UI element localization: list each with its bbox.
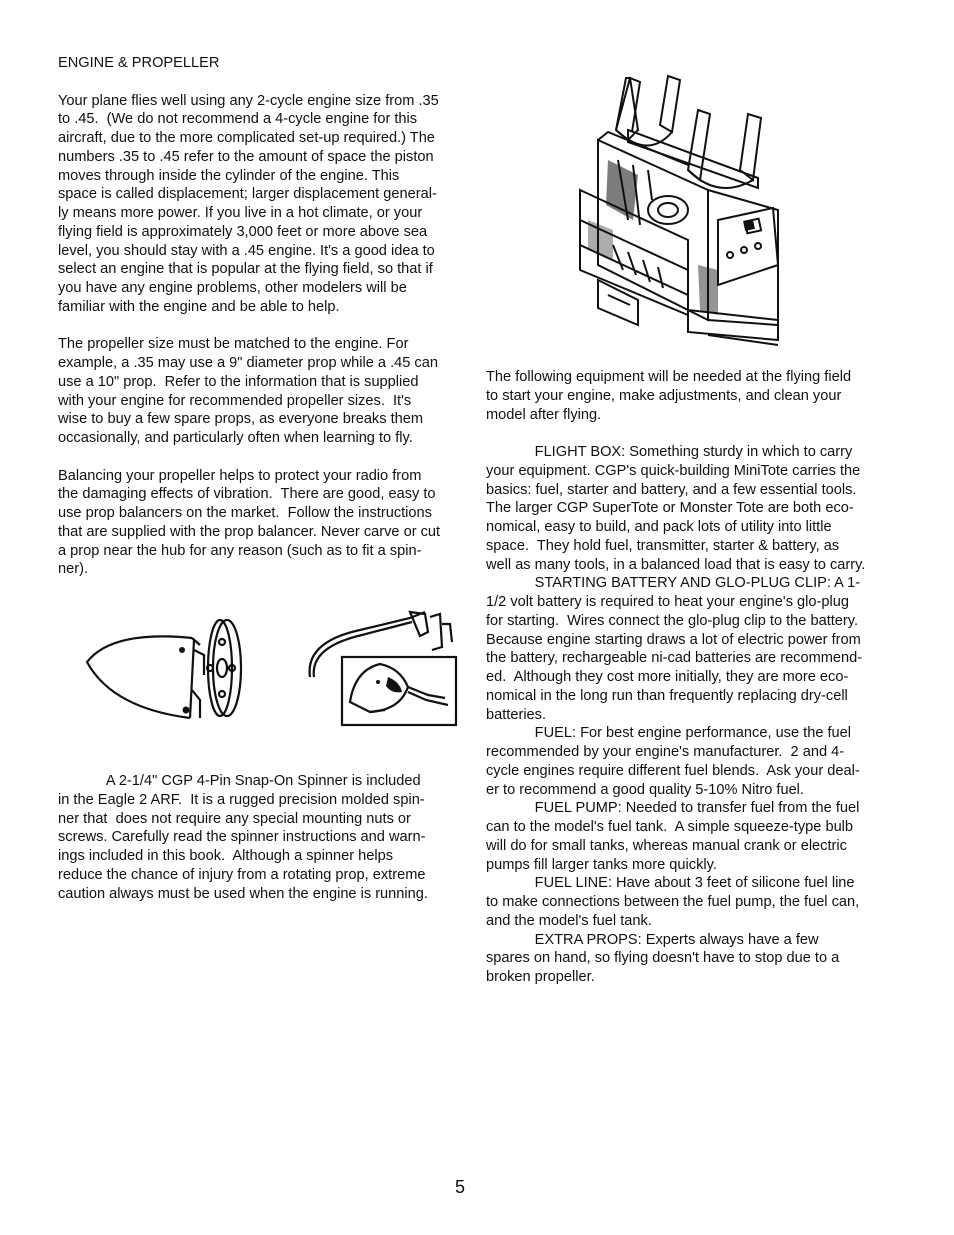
text-line: The following equipment will be needed at the flying field	[486, 369, 852, 385]
text-line: use prop balancers on the market. Follow the instructions	[58, 505, 432, 521]
text-line: numbers .35 to .45 refer to the amount of space the piston	[58, 148, 434, 165]
text-line: ed. Although they cost more initially, they are more eco-	[486, 669, 849, 685]
text-line: occasionally, and particularly often when learning to fly.	[58, 430, 413, 446]
text-line: FUEL LINE: Have about 3 feet of silicone fuel line	[486, 875, 855, 892]
text-line: familiar with the engine and be able to help.	[58, 298, 340, 315]
text-line: pumps fill larger tanks more quickly.	[486, 856, 717, 873]
text-line: spares on hand, so flying doesn't have to stop due to a	[486, 950, 840, 967]
text-line: batteries.	[486, 706, 547, 723]
text-line: in the Eagle 2 ARF. It is a rugged precision molded spin-	[58, 791, 425, 808]
text-line: level, you should stay with a .45 engine. It's a good idea to	[58, 242, 435, 259]
text-line: broken propeller.	[486, 969, 595, 985]
text-line: ner that does not require any special mounting nuts or	[58, 810, 411, 827]
text-line: Balancing your propeller helps to protect your radio from	[58, 467, 422, 484]
text-line: use a 10" prop. Refer to the information that is supplied	[58, 373, 419, 390]
page-number: 5	[455, 1177, 466, 1197]
text-line: to .45. (We do not recommend a 4-cycle engine for this	[58, 111, 418, 128]
text-line: space is called displacement; larger displacement general-	[58, 186, 437, 203]
text-line: your equipment. CGP's quick-building MiniTote carries the	[486, 462, 861, 479]
text-line: 1/2 volt battery is required to heat your engine's glo-plug	[486, 594, 849, 610]
text-line: to start your engine, make adjustments, and clean your	[486, 387, 842, 404]
text-line: FLIGHT BOX: Something sturdy in which to carry	[486, 444, 853, 460]
text-line: FUEL PUMP: Needed to transfer fuel from the fuel	[486, 800, 860, 817]
text-line: you have any engine problems, other modelers will be	[58, 280, 407, 296]
text-line: reduce the chance of injury from a rotating prop, extreme	[58, 866, 426, 883]
text-line: basics: fuel, starter and battery, and a few essential tools.	[486, 481, 857, 498]
text-line: ly means more power. If you live in a hot climate, or your	[58, 205, 423, 221]
text-line: ings included in this book. Although a spinner helps	[58, 848, 394, 864]
left-paragraphs	[58, 92, 478, 580]
text-line: for starting. Wires connect the glo-plug clip to the battery.	[486, 612, 859, 629]
left-column	[58, 54, 478, 579]
text-line: cycle engines require different fuel blends. Ask your deal-	[486, 762, 860, 779]
text-line: moves through inside the cylinder of the engine. This	[58, 167, 400, 184]
text-line: Your plane flies well using any 2-cycle engine size from .35	[58, 92, 439, 109]
text-line: The propeller size must be matched to the engine. For	[58, 336, 409, 353]
right-column	[486, 368, 906, 987]
text-line: The larger CGP SuperTote or Monster Tote are both eco-	[486, 500, 854, 517]
text-line: select an engine that is popular at the flying field, so that if	[58, 261, 433, 278]
text-line: example, a .35 may use a 9" diameter prop while a .45 can	[58, 355, 438, 371]
text-line: FUEL: For best engine performance, use the fuel	[486, 725, 852, 742]
text-line: wise to buy a few spare props, as everyone breaks them	[58, 411, 424, 428]
text-line: nomical in the long run than frequently replacing dry-cell	[486, 687, 848, 704]
glo-plug-clip-illustration	[300, 602, 465, 732]
text-line: that are supplied with the prop balancer. Never carve or cut	[58, 523, 441, 540]
text-line: ner).	[58, 561, 89, 578]
text-line: caution always must be used when the engine is running.	[58, 885, 428, 902]
text-line: nomical, easy to build, and pack lots of utility into little	[486, 519, 832, 535]
text-line: the battery, rechargeable ni-cad batteries are recommend-	[486, 650, 863, 667]
text-line: and the model's fuel tank.	[486, 912, 652, 929]
spinner-caption	[58, 772, 478, 903]
text-line: can to the model's fuel tank. A simple squeeze-type bulb	[486, 819, 854, 835]
text-line: flying field is approximately 3,000 feet or more above sea	[58, 223, 428, 240]
flight-box-illustration	[568, 70, 798, 355]
text-line: space. They hold fuel, transmitter, starter & battery, as	[486, 537, 840, 554]
text-line: a prop near the hub for any reason (such as to fit a spin-	[58, 542, 422, 559]
spinner-illustration	[82, 600, 252, 730]
text-line: with your engine for recommended propeller sizes. It's	[58, 392, 412, 409]
text-line: to make connections between the fuel pump, the fuel can,	[486, 894, 860, 910]
text-line: STARTING BATTERY AND GLO-PLUG CLIP: A 1-	[486, 575, 861, 592]
text-line: EXTRA PROPS: Experts always have a few	[486, 931, 819, 948]
text-line: well as many tools, in a balanced load that is easy to carry.	[486, 556, 866, 573]
text-line: the damaging effects of vibration. There are good, easy to	[58, 486, 436, 503]
text-line: A 2-1/4" CGP 4-Pin Snap-On Spinner is included	[58, 773, 421, 789]
text-line: recommended by your engine's manufacturer. 2 and 4-	[486, 744, 845, 760]
text-line: screws. Carefully read the spinner instructions and warn-	[58, 829, 426, 846]
text-line: er to recommend a good quality 5-10% Nitro fuel.	[486, 781, 804, 798]
text-line: aircraft, due to the more complicated set-up required.) The	[58, 130, 435, 146]
text-line: model after flying.	[486, 406, 602, 423]
text-line: will do for small tanks, whereas manual crank or electric	[486, 837, 847, 854]
section-heading: ENGINE & PROPELLER	[58, 55, 220, 71]
text-line: Because engine starting draws a lot of electric power from	[486, 631, 861, 648]
